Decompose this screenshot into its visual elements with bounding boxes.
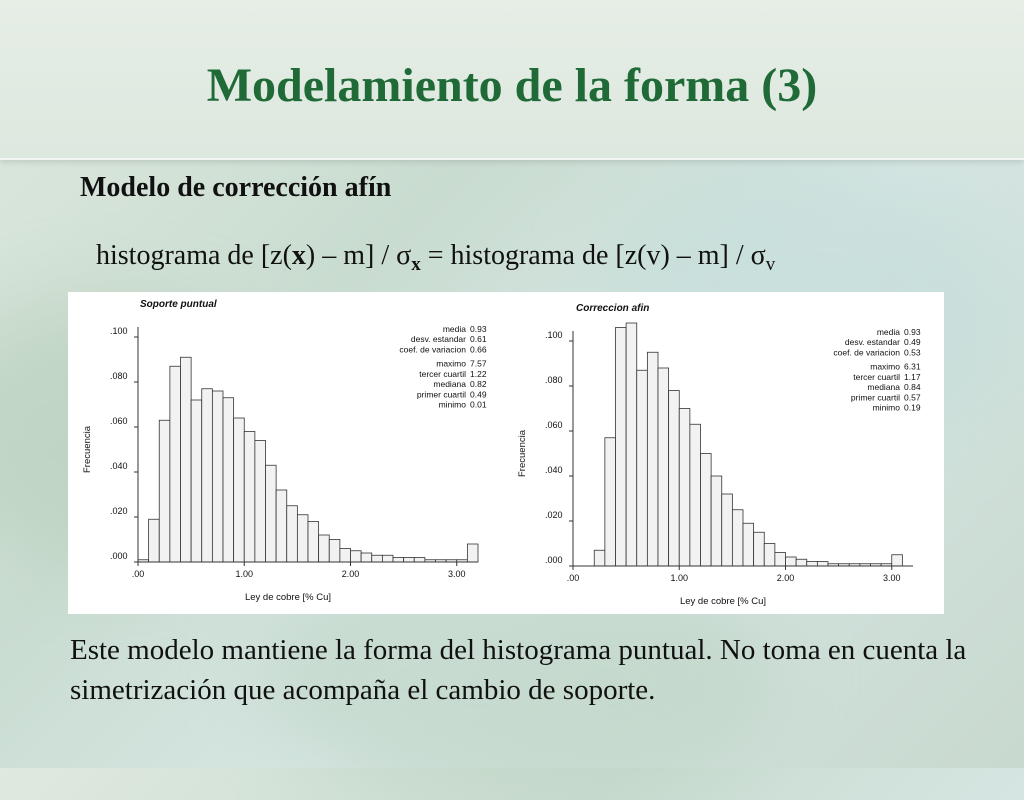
formula-left-rest: ) – m] / σ: [305, 240, 412, 271]
x-axis-label: Ley de cobre [% Cu]: [679, 596, 767, 607]
histogram-bar: [786, 557, 797, 566]
histogram-bar: [340, 549, 351, 563]
histogram-bar: [329, 540, 340, 563]
histogram-bar: [297, 515, 308, 562]
stat-label: minimo: [438, 399, 466, 410]
histogram-bar: [732, 510, 743, 566]
y-tick-label: .080: [110, 371, 128, 381]
histogram-bar: [764, 544, 775, 567]
stat-label: maximo: [436, 358, 466, 369]
histogram-bar: [594, 550, 605, 566]
stat-value: 0.61: [470, 334, 487, 345]
histogram-bar: [722, 494, 733, 566]
y-tick-label: .100: [545, 330, 563, 340]
chart-title: Correccion afin: [576, 303, 650, 314]
histogram-bar: [743, 523, 754, 566]
histogram-bar: [467, 544, 478, 562]
stat-value: 0.57: [904, 392, 921, 403]
histogram-bar: [701, 454, 712, 567]
y-tick-label: .100: [110, 326, 128, 336]
formula-left-bold: x: [291, 240, 306, 271]
histogram-bar: [404, 558, 415, 563]
histogram-bar: [255, 441, 266, 563]
slide-title: Modelamiento de la forma (3): [206, 59, 818, 112]
stat-label: maximo: [870, 361, 900, 372]
x-tick-label: 3.00: [882, 573, 901, 583]
histogram-bar: [796, 559, 807, 566]
histogram-bar: [191, 400, 202, 562]
histogram-bar: [351, 551, 362, 562]
x-axis-label: Ley de cobre [% Cu]: [244, 592, 332, 603]
histogram-bar: [382, 555, 393, 562]
y-tick-label: .000: [545, 555, 563, 565]
histogram-bar: [202, 389, 213, 562]
stat-value: 1.17: [904, 371, 921, 382]
slide-caption: Este modelo mantiene la forma del histograma puntual. No toma en cuenta la simetrización que acompaña el cambio de soporte.: [70, 634, 967, 706]
histogram-bar: [276, 490, 287, 562]
histogram-bar: [754, 532, 765, 566]
stat-value: 0.82: [470, 379, 487, 390]
histogram-bar: [892, 555, 903, 566]
stat-value: 0.49: [904, 337, 921, 348]
stat-value: 0.93: [904, 327, 921, 337]
histogram-bar: [308, 522, 319, 563]
stat-value: 0.84: [904, 382, 921, 393]
stat-label: primer cuartil: [850, 392, 900, 403]
stat-value: 0.19: [904, 402, 921, 413]
stat-label: coef. de variacion: [833, 347, 900, 358]
histogram-bar: [637, 370, 648, 566]
histogram-bar: [669, 391, 680, 567]
histogram-bar: [244, 432, 255, 563]
formula-eq: =: [420, 240, 451, 271]
stat-value: 0.53: [904, 347, 921, 358]
stat-value: 0.01: [470, 399, 487, 410]
histogram-bar: [266, 465, 277, 562]
stat-label: mediana: [867, 382, 900, 393]
histogram-bar: [234, 418, 245, 562]
histogram-bar: [626, 323, 637, 566]
stat-value: 6.31: [904, 361, 921, 372]
y-tick-label: .040: [545, 465, 563, 475]
x-tick-label: 2.00: [776, 573, 795, 583]
chart-title: Soporte puntual: [140, 299, 217, 310]
stat-value: 0.49: [470, 389, 487, 400]
histogram-bar: [658, 368, 669, 566]
formula-right: histograma de [z(v) – m] / σ: [450, 240, 766, 271]
x-tick-label: .00: [566, 573, 580, 583]
x-tick-label: 1.00: [235, 569, 254, 579]
stat-value: 0.66: [470, 344, 487, 355]
y-tick-label: .000: [110, 551, 128, 561]
histogram-bar: [212, 391, 223, 562]
x-tick-label: .00: [131, 569, 145, 579]
histogram-bar: [690, 424, 701, 566]
stat-label: desv. estandar: [844, 337, 900, 348]
formula: [96, 240, 775, 276]
histogram-bar: [711, 476, 722, 566]
histogram-figure: [68, 292, 944, 614]
y-tick-label: .040: [110, 461, 128, 471]
stat-label: media: [442, 324, 466, 334]
histograms-svg: [68, 292, 944, 614]
histogram-bar: [372, 555, 383, 562]
histogram-bar: [170, 366, 181, 562]
x-tick-label: 1.00: [670, 573, 689, 583]
x-tick-label: 3.00: [447, 569, 466, 579]
stat-value: 7.57: [470, 358, 487, 369]
stat-label: coef. de variacion: [399, 344, 466, 355]
y-axis-label: Frecuencia: [82, 426, 93, 473]
stat-label: minimo: [872, 402, 900, 413]
y-tick-label: .060: [110, 416, 128, 426]
histogram-bar: [149, 519, 160, 562]
formula-left-sub: x: [411, 254, 421, 275]
x-tick-label: 2.00: [341, 569, 360, 579]
stat-label: media: [876, 327, 900, 337]
histogram-bar: [223, 398, 234, 562]
histogram-bar: [647, 352, 658, 566]
histogram-bar: [159, 420, 170, 562]
y-tick-label: .060: [545, 420, 563, 430]
y-axis-label: Frecuencia: [517, 430, 528, 477]
histogram-bar: [679, 409, 690, 567]
histogram-bar: [287, 506, 298, 562]
histogram-bar: [181, 357, 192, 562]
stat-label: mediana: [433, 379, 466, 390]
histogram-bar: [605, 438, 616, 566]
y-tick-label: .020: [545, 510, 563, 520]
stat-label: tercer cuartil: [853, 371, 900, 382]
stat-label: tercer cuartil: [419, 368, 466, 379]
histogram-bar: [393, 558, 404, 563]
stat-value: 0.93: [470, 324, 487, 334]
histogram-bar: [616, 328, 627, 567]
histogram-bar: [319, 535, 330, 562]
stat-label: primer cuartil: [416, 389, 466, 400]
formula-left: histograma de [z(: [96, 240, 292, 271]
histogram-bar: [775, 553, 786, 567]
stat-label: desv. estandar: [410, 334, 466, 345]
formula-right-sub: v: [765, 254, 776, 275]
histogram-bar: [414, 558, 425, 563]
y-tick-label: .020: [110, 506, 128, 516]
histogram-bar: [817, 562, 828, 567]
histogram-bar: [361, 553, 372, 562]
stat-value: 1.22: [470, 368, 487, 379]
histogram-bar: [807, 562, 818, 567]
slide-subtitle: Modelo de corrección afín: [80, 172, 392, 203]
y-tick-label: .080: [545, 375, 563, 385]
